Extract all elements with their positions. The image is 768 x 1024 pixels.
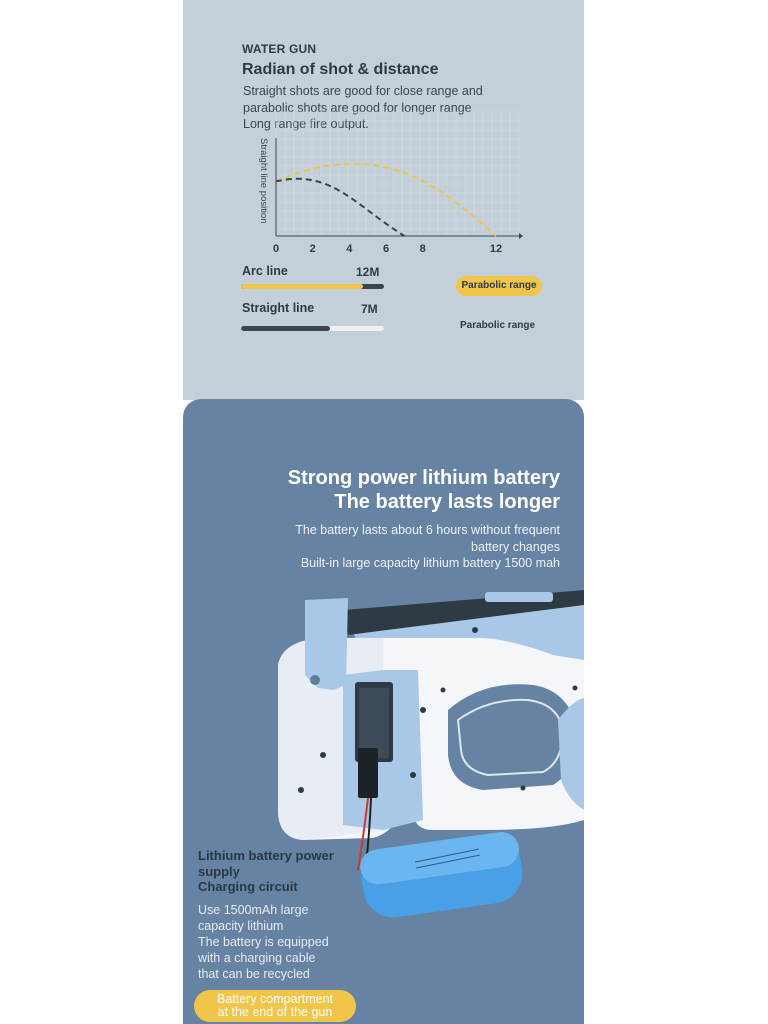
subtitle-line: Built-in large capacity lithium battery 1500 mah <box>300 556 560 570</box>
x-tick-label: 4 <box>346 243 353 255</box>
desc-line: with a charging cable <box>198 951 316 965</box>
desc-line: The battery is equipped <box>198 935 329 949</box>
parabolic-range-label: Parabolic range <box>460 320 536 331</box>
battery-headline <box>288 466 560 514</box>
headline-line: Strong power lithium battery <box>287 467 560 489</box>
arc-line-bar <box>241 284 384 289</box>
description-line: Long range fire output. <box>243 117 369 131</box>
shot-distance-section <box>183 0 584 400</box>
straight-line-value: 7M <box>361 302 378 316</box>
battery-compartment-badge <box>194 990 356 1022</box>
description-line: parabolic shots are good for longer range <box>243 100 472 115</box>
title-line: Charging circuit <box>198 879 298 894</box>
parabolic-range-badge: Parabolic range <box>456 276 542 296</box>
arc-line-label: Arc line <box>242 264 288 278</box>
product-page <box>183 0 584 1024</box>
section-title: Radian of shot & distance <box>242 61 439 78</box>
badge-line: at the end of the gun <box>217 1005 333 1019</box>
desc-line: Use 1500mAh large <box>198 903 309 917</box>
chart-grid <box>276 112 523 236</box>
x-tick-label: 12 <box>489 243 503 255</box>
arc-line-bar-fill <box>241 284 363 289</box>
section-label: WATER GUN <box>242 42 317 56</box>
lithium-battery-title <box>198 848 334 895</box>
x-axis-arrow <box>519 233 523 239</box>
arc-line-value: 12M <box>356 265 380 279</box>
subtitle-line: battery changes <box>471 539 560 554</box>
desc-line: that can be recycled <box>198 967 310 981</box>
shot-trajectory-chart <box>183 108 584 268</box>
y-axis-label: Straight line position <box>258 138 269 224</box>
straight-line-label: Straight line <box>242 301 315 315</box>
x-tick-label: 6 <box>382 243 390 255</box>
chart-axes <box>276 138 523 239</box>
description-line: Straight shots are good for close range and <box>243 84 483 98</box>
x-tick-label: 8 <box>419 243 426 255</box>
x-tick-label: 0 <box>272 243 280 255</box>
straight-line-bar-fill <box>241 326 330 331</box>
title-line: supply <box>198 863 240 879</box>
straight-line-series <box>276 179 404 236</box>
chart-ticks <box>273 243 502 255</box>
lithium-battery-description <box>198 902 329 982</box>
straight-line-bar <box>241 326 384 331</box>
desc-line: capacity lithium <box>198 919 284 933</box>
badge-line: Battery compartment <box>216 992 333 1006</box>
battery-subtitle <box>295 522 560 572</box>
title-line: Lithium battery power <box>198 848 334 863</box>
x-tick-label: 2 <box>309 243 316 255</box>
headline-line: The battery lasts longer <box>334 491 560 513</box>
subtitle-line: The battery lasts about 6 hours without frequent <box>295 523 560 537</box>
